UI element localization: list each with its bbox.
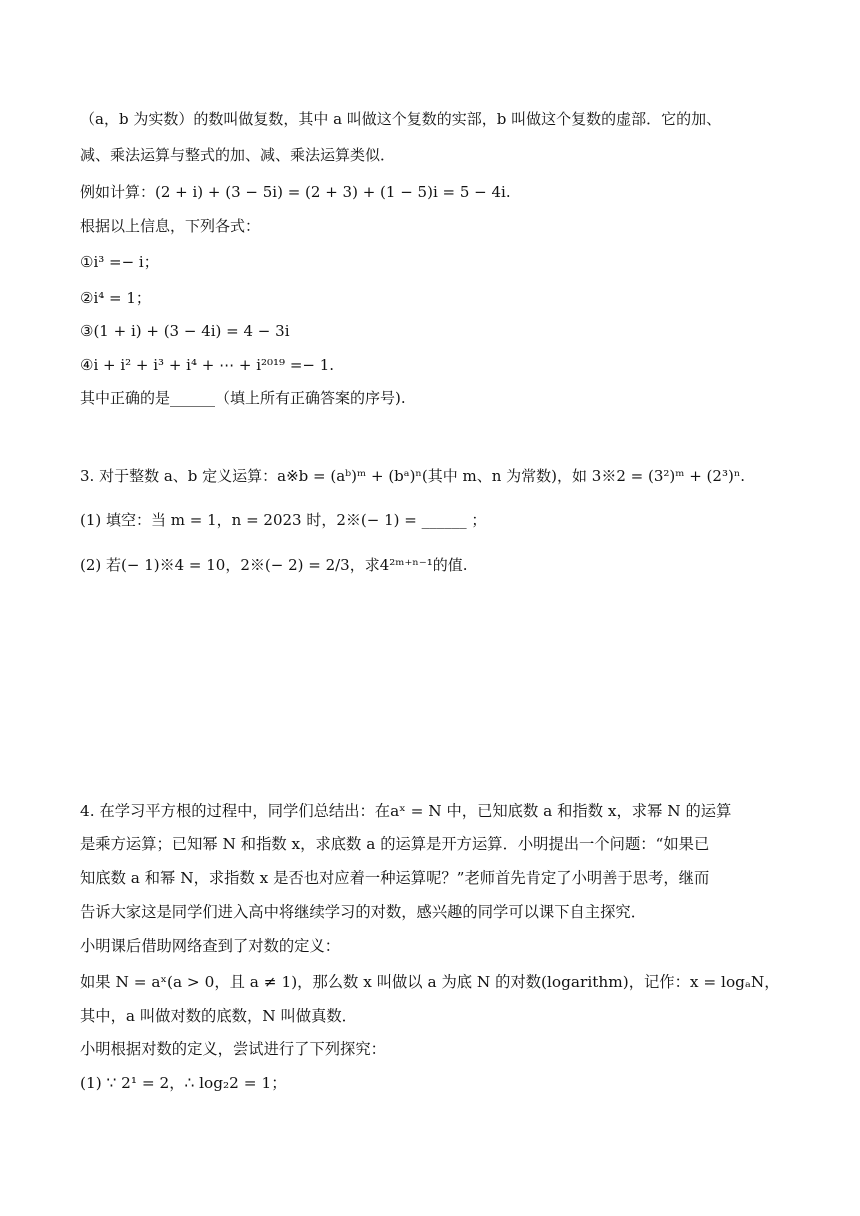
q4-line-3: 知底数 a 和幂 N，求指数 x 是否也对应着一种运算呢？”老师首先肯定了小明善于思考，继而 <box>80 869 710 887</box>
q3-line-3: (2) 若(− 1)※4 = 10，2※(− 2) = 2/3，求4²ᵐ⁺ⁿ⁻¹的值. <box>80 556 468 574</box>
intro-line-9: 其中正确的是______（填上所有正确答案的序号). <box>80 389 406 407</box>
q4-line-1: 4. 在学习平方根的过程中，同学们总结出：在aˣ = N 中，已知底数 a 和指数 x，求幂 N 的运算 <box>80 802 732 820</box>
q4-line-7: 其中，a 叫做对数的底数，N 叫做真数． <box>80 1007 357 1025</box>
intro-line-4: 根据以上信息，下列各式： <box>80 217 261 235</box>
q4-line-5: 小明课后借助网络查到了对数的定义： <box>80 937 341 955</box>
q4-line-6: 如果 N = aˣ(a > 0，且 a ≠ 1)，那么数 x 叫做以 a 为底 N 的对数(logarithm)，记作：x = logₐN， <box>80 973 780 991</box>
q4-line-4: 告诉大家这是同学们进入高中将继续学习的对数，感兴趣的同学可以课下自主探究． <box>80 903 646 921</box>
intro-line-3: 例如计算：(2 + i) + (3 − 5i) = (2 + 3) + (1 − 5)i = 5 − 4i. <box>80 183 511 201</box>
intro-line-7: ③(1 + i) + (3 − 4i) = 4 − 3i <box>80 322 290 340</box>
q4-line-8: 小明根据对数的定义，尝试进行了下列探究： <box>80 1040 386 1058</box>
intro-line-5: ①i³ =− i； <box>80 253 159 271</box>
intro-line-8: ④i + i² + i³ + i⁴ + ⋯ + i²⁰¹⁹ =− 1. <box>80 356 335 374</box>
q4-line-9: (1) ∵ 2¹ = 2，∴ log₂2 = 1； <box>80 1074 287 1092</box>
intro-line-6: ②i⁴ = 1； <box>80 289 151 307</box>
intro-line-2: 减、乘法运算与整式的加、减、乘法运算类似． <box>80 146 396 164</box>
intro-line-1: （a，b 为实数）的数叫做复数，其中 a 叫做这个复数的实部，b 叫做这个复数的虚部．它的加、 <box>80 110 722 128</box>
q4-line-2: 是乘方运算；已知幂 N 和指数 x，求底数 a 的运算是开方运算．小明提出一个问题：“如果已 <box>80 835 710 853</box>
q3-line-2: (1) 填空：当 m = 1，n = 2023 时，2※(− 1) = ______ ； <box>80 511 487 529</box>
q3-line-1: 3. 对于整数 a、b 定义运算：a※b = (aᵇ)ᵐ + (bᵃ)ⁿ(其中 m、n 为常数)，如 3※2 = (3²)ᵐ + (2³)ⁿ. <box>80 467 746 485</box>
